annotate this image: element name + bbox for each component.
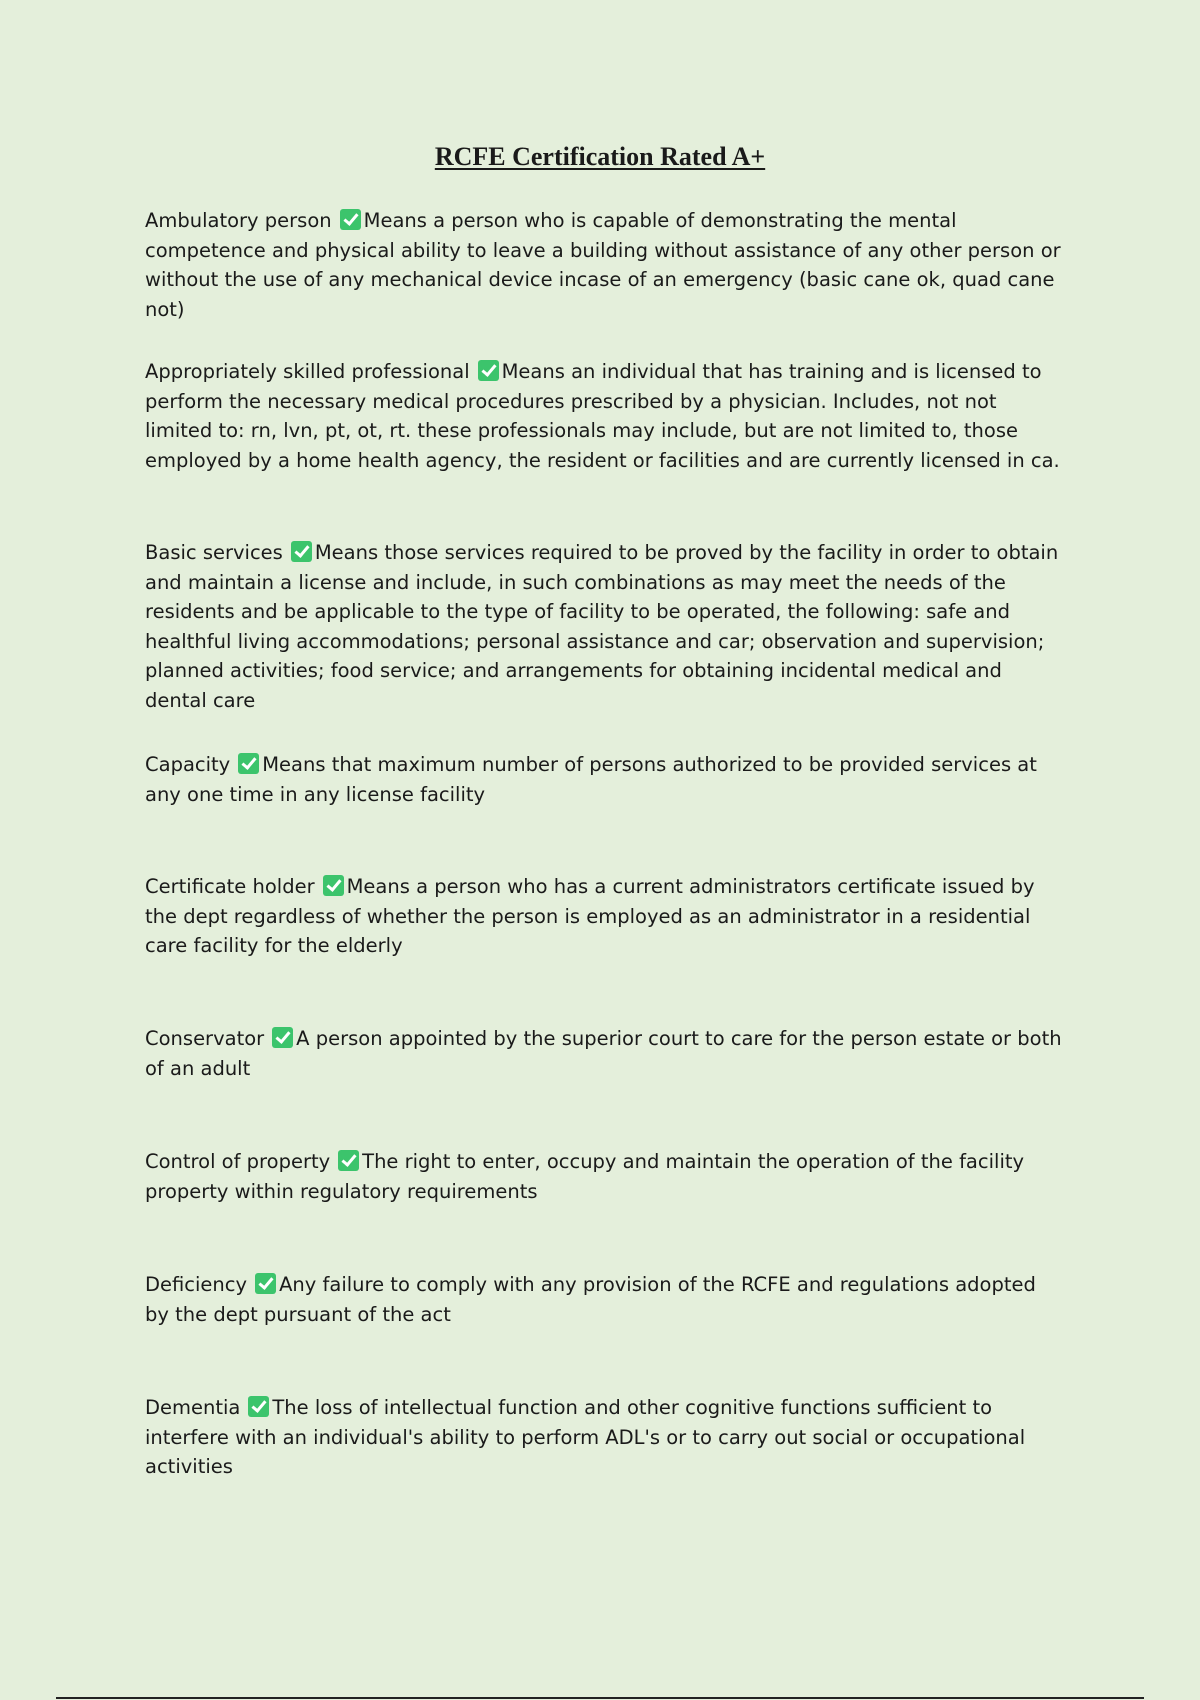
check-mark-icon xyxy=(255,1273,276,1294)
check-mark-icon xyxy=(338,1150,359,1171)
definition-text: The right to enter, occupy and maintain the operation of the facility property within regulatory requirements xyxy=(145,1150,1025,1203)
definition-term: Conservator xyxy=(145,1027,265,1050)
definition-term: Dementia xyxy=(145,1396,241,1419)
definition-text: Means those services required to be proved by the facility in order to obtain and maintain a license and include, in such combinations as may meet the needs of the residents and be applicable to the type of facility to be operated, the following: safe and healthful living accommodations; personal assistance and car; observation and supervision; planned activities; food service; and arrangements for obtaining incidental medical and dental care xyxy=(145,541,1059,712)
definition-entry xyxy=(145,1270,1065,1329)
definition-term: Capacity xyxy=(145,753,231,776)
definition-term: Basic services xyxy=(145,541,283,564)
check-mark-icon xyxy=(340,209,361,230)
definition-text: A person appointed by the superior court to care for the person estate or both of an adult xyxy=(145,1027,1062,1080)
definition-text: The loss of intellectual function and other cognitive functions sufficient to interfere with an individual's ability to perform ADL's or to carry out social or occupational activities xyxy=(145,1396,1026,1478)
definition-entry xyxy=(145,1393,1065,1482)
definition-term: Ambulatory person xyxy=(145,209,332,232)
check-mark-icon xyxy=(323,875,344,896)
definition-text: Any failure to comply with any provision of the RCFE and regulations adopted by the dept pursuant of the act xyxy=(145,1273,1036,1326)
definition-entry xyxy=(145,872,1065,961)
definition-term: Certificate holder xyxy=(145,875,315,898)
definition-text: Means that maximum number of persons authorized to be provided services at any one time in any license facility xyxy=(145,753,1037,806)
check-mark-icon xyxy=(238,753,259,774)
definition-term: Deficiency xyxy=(145,1273,248,1296)
definition-term: Control of property xyxy=(145,1150,331,1173)
definition-entry xyxy=(145,750,1065,809)
definition-entry xyxy=(145,357,1065,475)
check-mark-icon xyxy=(248,1396,269,1417)
definition-entry xyxy=(145,1024,1065,1083)
definition-entry xyxy=(145,1147,1065,1206)
check-mark-icon xyxy=(272,1027,293,1048)
definition-entry xyxy=(145,538,1065,715)
check-mark-icon xyxy=(478,360,499,381)
definition-text: Means a person who is capable of demonstrating the mental competence and physical ability to leave a building without assistance of any other person or without the use of any mechanical device incase of an emergency (basic cane ok, quad cane not) xyxy=(145,209,1061,321)
definition-term: Appropriately skilled professional xyxy=(145,360,470,383)
definition-text: Means an individual that has training and is licensed to perform the necessary medical procedures prescribed by a physician. Includes, not not limited to: rn, lvn, pt, ot, rt. these professionals may include, but are not limited to, those employed by a home health agency, the resident or facilities and are currently licensed in ca. xyxy=(145,360,1060,472)
footer-divider xyxy=(56,1697,1144,1699)
definition-entry xyxy=(145,206,1065,324)
page-title: RCFE Certification Rated A+ xyxy=(434,142,766,171)
check-mark-icon xyxy=(291,541,312,562)
definition-text: Means a person who has a current administrators certificate issued by the dept regardless of whether the person is employed as an administrator in a residential care facility for the elderly xyxy=(145,875,1035,957)
